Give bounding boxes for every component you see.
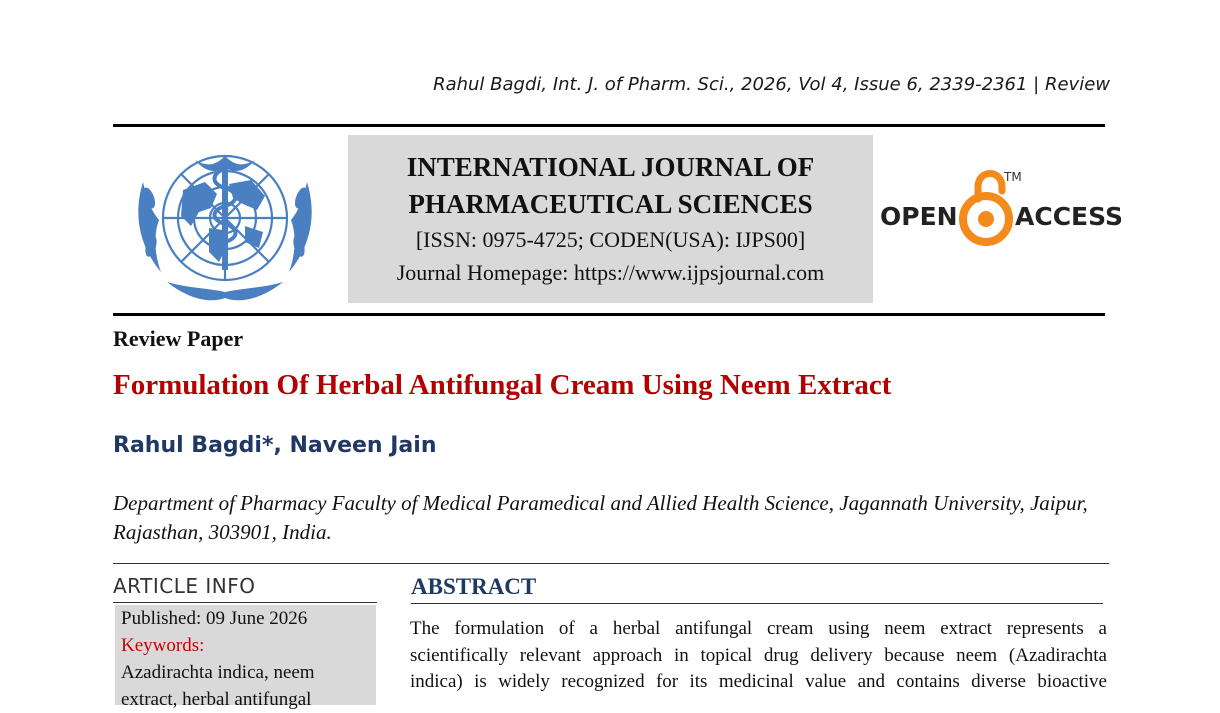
header-rule-top (113, 124, 1105, 127)
keywords-label: Keywords: (121, 635, 205, 656)
un-emblem-logo (125, 138, 325, 306)
open-access-logo (878, 163, 1124, 253)
paper-affiliation: Department of Pharmacy Faculty of Medical Paramedical and Allied Health Science, Jagannath University, Jaipur, Rajasthan, 303901, India. (113, 491, 1088, 544)
article-info-box (115, 605, 376, 710)
paper-type: Review Paper (113, 326, 244, 351)
open-access-left-text: OPEN (880, 202, 958, 231)
section-divider (113, 563, 1109, 564)
abstract-line: indica) is widely recognized for its medicinal value and contains diverse bioactive (410, 671, 1107, 692)
journal-title-box (348, 135, 873, 303)
journal-homepage: Journal Homepage: https://www.ijpsjournal.com (396, 260, 825, 285)
article-info-underline (113, 602, 377, 603)
abstract-line: scientifically relevant approach in topical drug delivery because neem (Azadirachta (410, 644, 1107, 666)
keywords-text: Azadirachta indica, neem extract, herbal antifungal (121, 662, 315, 710)
abstract-underline (411, 603, 1103, 604)
running-head: Rahul Bagdi, Int. J. of Pharm. Sci., 2026, Vol 4, Issue 6, 2339-2361 | Review (433, 74, 1110, 95)
journal-issn: [ISSN: 0975-4725; CODEN(USA): IJPS00] (415, 227, 806, 252)
paper-authors: Rahul Bagdi*, Naveen Jain (113, 433, 437, 458)
article-info-heading: ARTICLE INFO (113, 574, 256, 598)
paper-title: Formulation Of Herbal Antifungal Cream Using Neem Extract (113, 369, 892, 401)
abstract-line: The formulation of a herbal antifungal cream using neem extract represents a (410, 618, 1107, 639)
abstract-text (410, 616, 1107, 696)
journal-name-line2: PHARMACEUTICAL SCIENCES (408, 189, 813, 219)
header-rule-bottom (113, 313, 1105, 316)
published-date: Published: 09 June 2026 (121, 608, 308, 629)
open-access-tm: TM (1004, 170, 1022, 184)
abstract-heading: ABSTRACT (411, 574, 537, 599)
open-access-right-text: ACCESS (1015, 202, 1124, 231)
journal-name-line1: INTERNATIONAL JOURNAL OF (406, 152, 815, 182)
